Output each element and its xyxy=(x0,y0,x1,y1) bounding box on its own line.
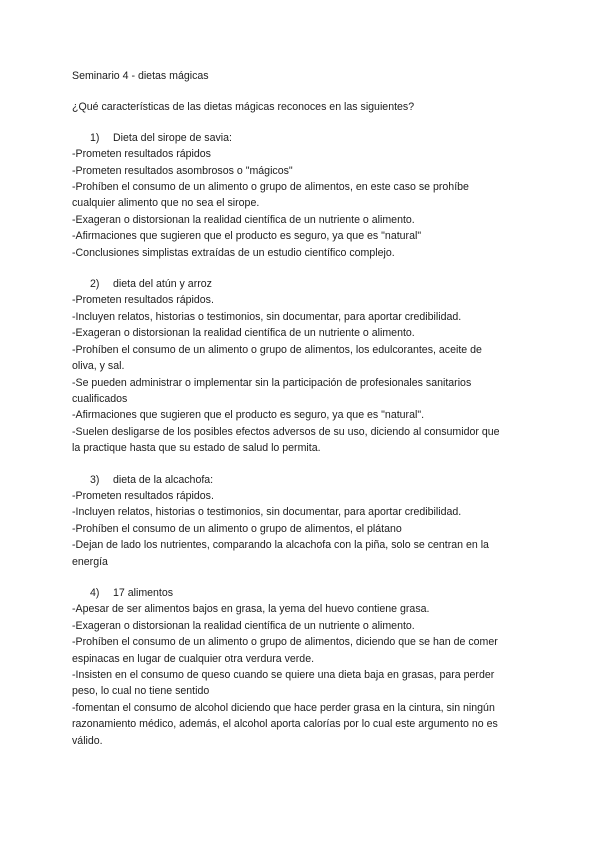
section-heading-text: dieta de la alcachofa: xyxy=(113,473,214,486)
section-line: válido. xyxy=(72,734,103,747)
document-title: Seminario 4 - dietas mágicas xyxy=(72,70,209,82)
section-line: -Apesar de ser alimentos bajos en grasa, la yema del huevo contiene grasa. xyxy=(72,603,430,616)
diet-section xyxy=(72,472,534,570)
section-line: -Conclusiones simplistas extraídas de un estudio científico complejo. xyxy=(72,246,395,259)
section-number: 2) xyxy=(90,278,100,291)
section-line: -Prometen resultados asombrosos o "mágicos" xyxy=(72,164,293,177)
section-heading-text: dieta del atún y arroz xyxy=(113,278,212,291)
section-number: 1) xyxy=(90,131,100,144)
section-line: -Prohíben el consumo de un alimento o grupo de alimentos, los edulcorantes, aceite de xyxy=(72,343,482,356)
section-line: -Prohíben el consumo de un alimento o grupo de alimentos, en este caso se prohíbe xyxy=(72,181,469,194)
diet-section xyxy=(72,130,534,261)
section-line: -Exageran o distorsionan la realidad científica de un nutriente o alimento. xyxy=(72,619,415,632)
section-heading-text: Dieta del sirope de savia: xyxy=(113,131,232,144)
section-line: -Prohíben el consumo de un alimento o grupo de alimentos, diciendo que se han de comer xyxy=(72,636,498,649)
section-line: peso, lo cual no tiene sentido xyxy=(72,685,210,698)
section-line: cualificados xyxy=(72,392,128,405)
section-heading xyxy=(72,585,534,601)
section-line: -Se pueden administrar o implementar sin la participación de profesionales sanitarios xyxy=(72,376,472,389)
section-line: razonamiento médico, además, el alcohol aporta calorías por lo cual este argumento no es xyxy=(72,718,498,731)
section-line: espinacas en lugar de cualquier otra verdura verde. xyxy=(72,652,315,665)
section-line: -Prometen resultados rápidos xyxy=(72,148,211,161)
section-line: cualquier alimento que no sea el sirope. xyxy=(72,197,260,210)
section-heading xyxy=(72,130,534,146)
section-line: -Afirmaciones que sugieren que el producto es seguro, ya que es "natural" xyxy=(72,230,422,243)
section-line: -Incluyen relatos, historias o testimonios, sin documentar, para aportar credibilidad. xyxy=(72,310,462,323)
section-line: -Prohíben el consumo de un alimento o grupo de alimentos, el plátano xyxy=(72,522,402,535)
section-line: -Insisten en el consumo de queso cuando se quiere una dieta baja en grasas, para perder xyxy=(72,669,495,681)
section-heading xyxy=(72,472,534,488)
diet-section xyxy=(72,276,534,456)
document-question: ¿Qué características de las dietas mágicas reconoces en las siguientes? xyxy=(72,101,415,114)
section-line: -Exageran o distorsionan la realidad científica de un nutriente o alimento. xyxy=(72,213,415,226)
section-line: -Dejan de lado los nutrientes, comparando la alcachofa con la piña, solo se centran en la xyxy=(72,539,489,552)
section-number: 4) xyxy=(90,586,100,599)
section-number: 3) xyxy=(90,473,100,486)
section-line: oliva, y sal. xyxy=(72,360,125,373)
section-line: -Suelen desligarse de los posibles efectos adversos de su uso, diciendo al consumidor que xyxy=(72,425,500,438)
section-line: la practique hasta que su estado de salud lo permita. xyxy=(72,442,321,455)
section-line: -Exageran o distorsionan la realidad científica de un nutriente o alimento. xyxy=(72,327,415,340)
diet-section xyxy=(72,585,534,749)
section-heading-text: 17 alimentos xyxy=(113,586,174,599)
section-line: -Prometen resultados rápidos. xyxy=(72,489,214,502)
section-line: energía xyxy=(72,555,108,568)
section-line: -fomentan el consumo de alcohol diciendo que hace perder grasa en la cintura, sin ningún xyxy=(72,701,495,714)
section-line: -Incluyen relatos, historias o testimonios, sin documentar, para aportar credibilidad. xyxy=(72,506,462,519)
section-heading xyxy=(72,276,534,292)
section-line: -Afirmaciones que sugieren que el producto es seguro, ya que es "natural". xyxy=(72,409,425,422)
sections-list xyxy=(72,130,534,749)
document-body xyxy=(72,68,534,764)
section-line: -Prometen resultados rápidos. xyxy=(72,294,214,307)
